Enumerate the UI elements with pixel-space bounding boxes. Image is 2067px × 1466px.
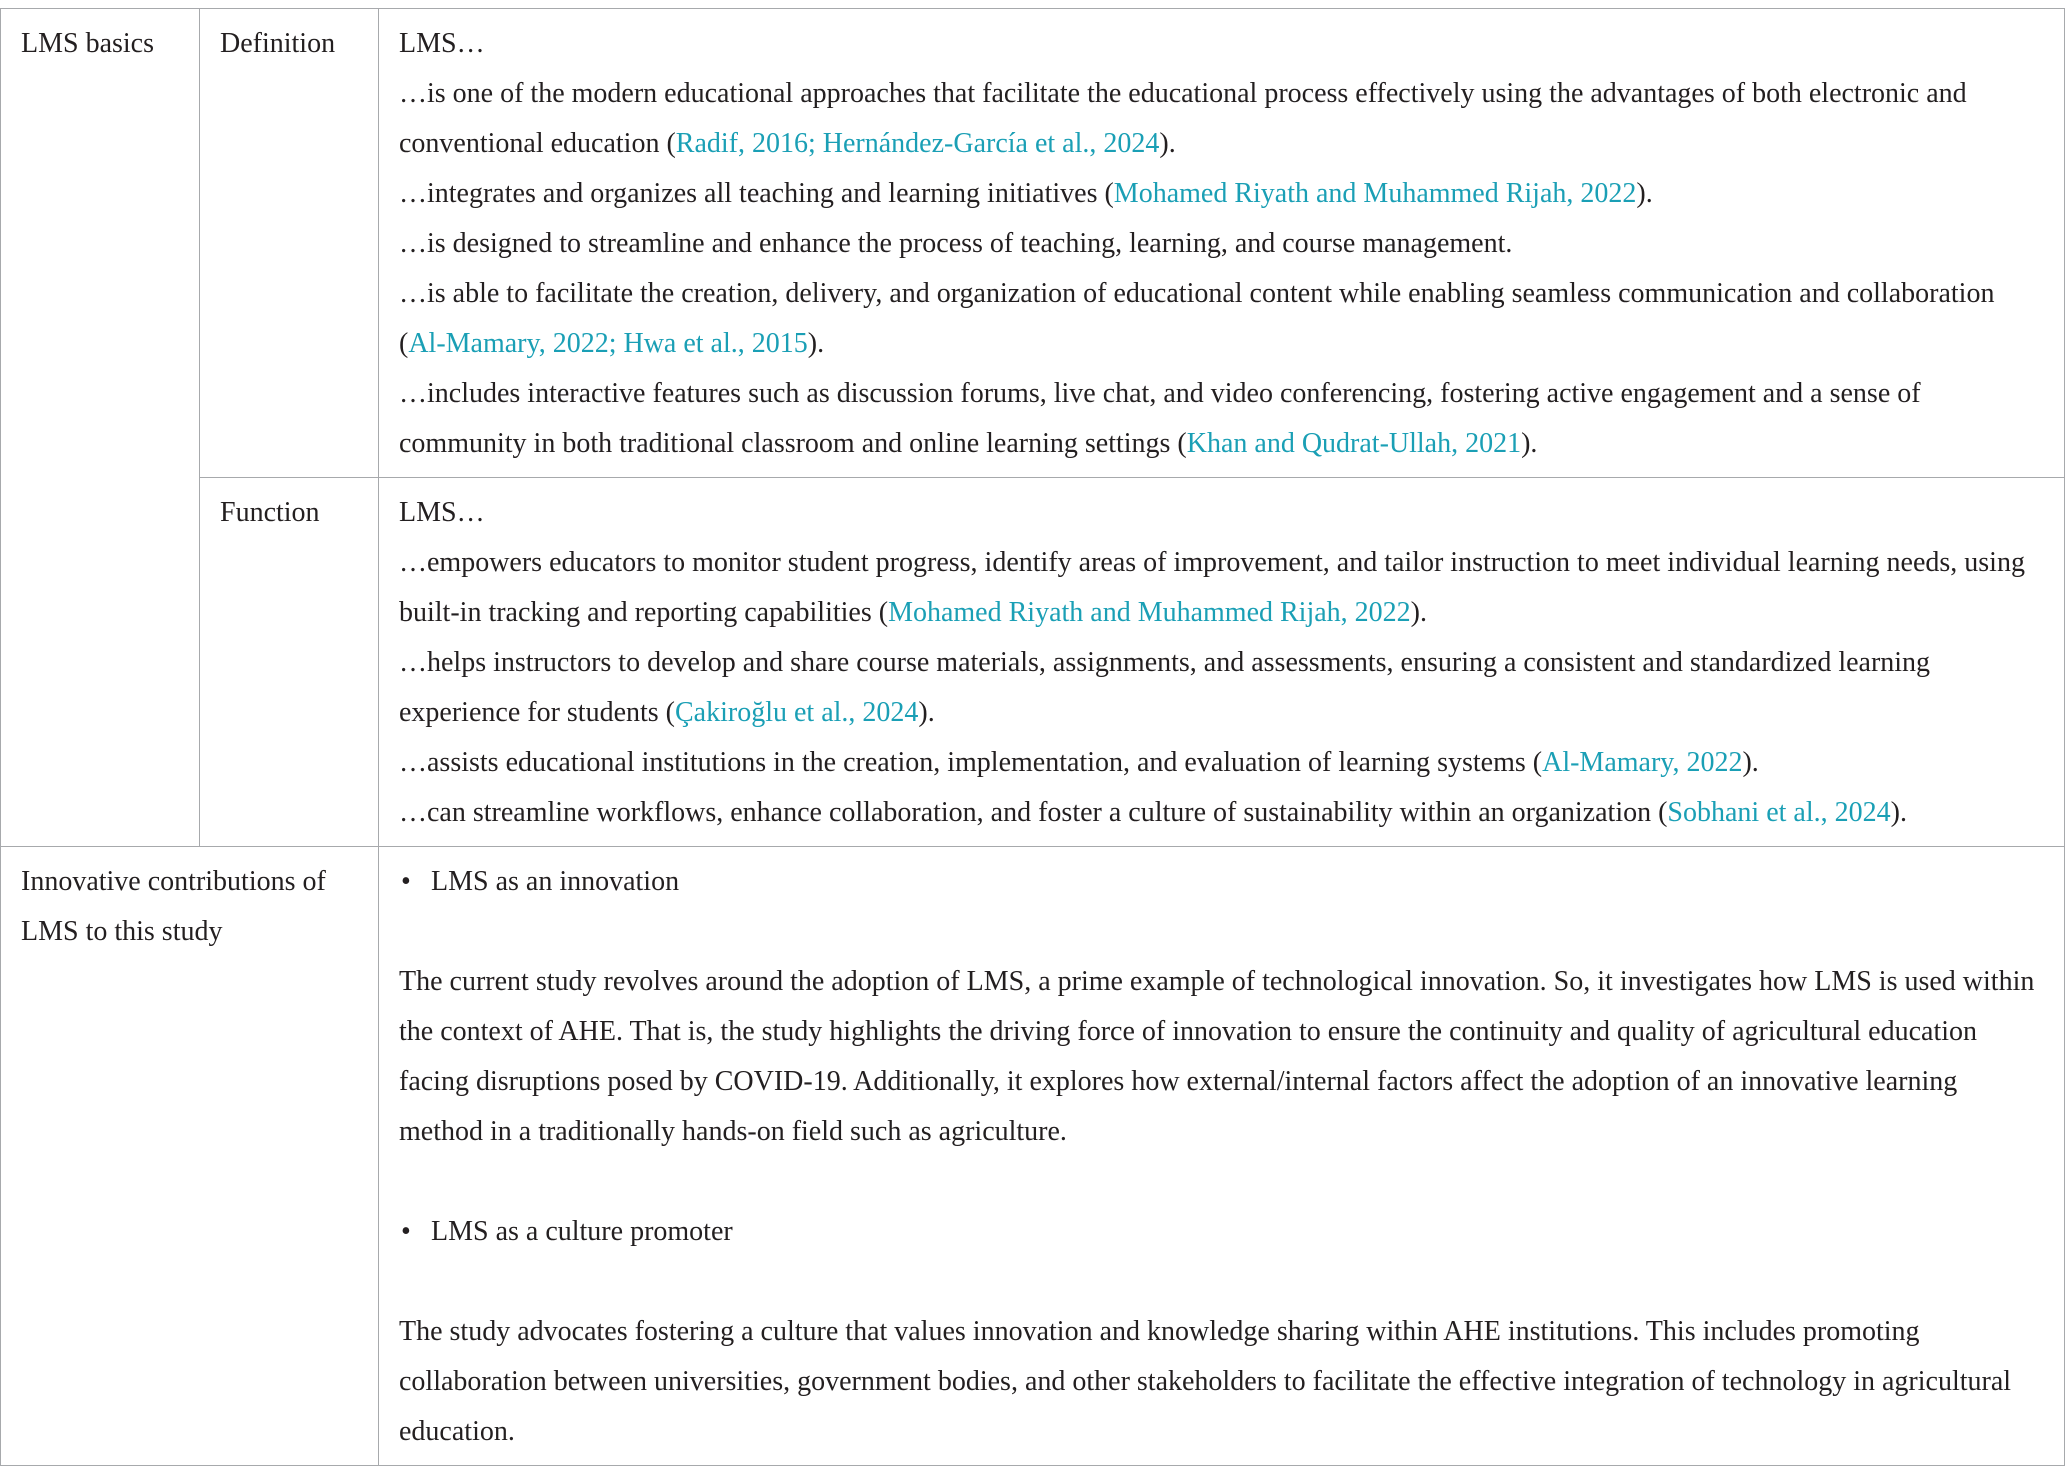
citation-link[interactable]: Mohamed Riyath and Muhammed Rijah, 2022 <box>1113 178 1637 209</box>
sub-header-function: Function <box>200 478 379 847</box>
bullet-icon: • <box>401 1216 411 1247</box>
row-label: LMS basics <box>21 28 154 59</box>
citation-link[interactable]: Radif, 2016; Hernández-García et al., 2024 <box>675 128 1160 159</box>
function-item: …assists educational institutions in the creation, implementation, and evaluation of learning systems (Al-Mamary, 2022). <box>399 747 1759 778</box>
bullet-item: • LMS as a culture promoter <box>399 1207 2044 1257</box>
lms-table <box>0 8 2065 1466</box>
bullet-paragraph: The current study revolves around the adoption of LMS, a prime example of technological innovation. So, it investigates how LMS is used within the context of AHE. That is, the study highlights the driving force of innovation to ensure the continuity and quality of agricultural education facing disruptions posed by COVID-19. Additionally, it explores how external/internal factors affect the adoption of an innovative learning method in a traditionally hands-on field such as agriculture. <box>399 966 2035 1147</box>
citation-link[interactable]: Çakiroğlu et al., 2024 <box>675 697 919 728</box>
row-header-lms-basics <box>1 9 200 847</box>
citation-link[interactable]: Al-Mamary, 2022 <box>1542 747 1743 778</box>
bullet-icon: • <box>401 866 411 897</box>
sub-header-definition: Definition <box>200 9 379 478</box>
definition-cell <box>379 9 2065 478</box>
function-item: …empowers educators to monitor student progress, identify areas of improvement, and tailor instruction to meet individual learning needs, using built-in tracking and reporting capabilities (Mohamed Riyath and Muhammed Rijah, 2022). <box>399 547 2025 628</box>
definition-item: …is designed to streamline and enhance the process of teaching, learning, and course management. <box>399 228 1513 259</box>
table-row <box>1 9 2065 478</box>
citation-link[interactable]: Sobhani et al., 2024 <box>1667 797 1891 828</box>
definition-item: …is able to facilitate the creation, delivery, and organization of educational content while enabling seamless communication and collaboration (Al-Mamary, 2022; Hwa et al., 2015). <box>399 278 1995 359</box>
citation-link[interactable]: Khan and Qudrat-Ullah, 2021 <box>1186 428 1522 459</box>
function-intro: LMS… <box>399 497 485 528</box>
innovative-cell <box>379 847 2065 1466</box>
row-header-innovative: Innovative contributions of LMS to this study <box>1 847 379 1466</box>
function-item: …helps instructors to develop and share course materials, assignments, and assessments, ensuring a consistent and standardized learning experience for students (Çakiroğlu et al., 2024). <box>399 647 1931 728</box>
bullet-paragraph: The study advocates fostering a culture that values innovation and knowledge sharing within AHE institutions. This includes promoting collaboration between universities, government bodies, and other stakeholders to facilitate the effective integration of technology in agricultural education. <box>399 1316 2012 1447</box>
table-row <box>1 847 2065 1466</box>
table-row <box>1 478 2065 847</box>
citation-link[interactable]: Mohamed Riyath and Muhammed Rijah, 2022 <box>888 597 1411 628</box>
citation-link[interactable]: Al-Mamary, 2022; Hwa et al., 2015 <box>408 328 808 359</box>
bullet-item: • LMS as an innovation <box>399 857 2044 907</box>
definition-intro: LMS… <box>399 28 485 59</box>
function-cell <box>379 478 2065 847</box>
definition-item: …includes interactive features such as discussion forums, live chat, and video conferencing, fostering active engagement and a sense of community in both traditional classroom and online learning settings (Khan and Qudrat-Ullah, 2021). <box>399 378 1921 459</box>
definition-item: …is one of the modern educational approaches that facilitate the educational process effectively using the advantages of both electronic and conventional education (Radif, 2016; Hernández-García et al., 2024). <box>399 78 1967 159</box>
definition-item: …integrates and organizes all teaching and learning initiatives (Mohamed Riyath and Muhammed Rijah, 2022). <box>399 178 1653 209</box>
function-item: …can streamline workflows, enhance collaboration, and foster a culture of sustainability within an organization (Sobhani et al., 2024). <box>399 797 1907 828</box>
